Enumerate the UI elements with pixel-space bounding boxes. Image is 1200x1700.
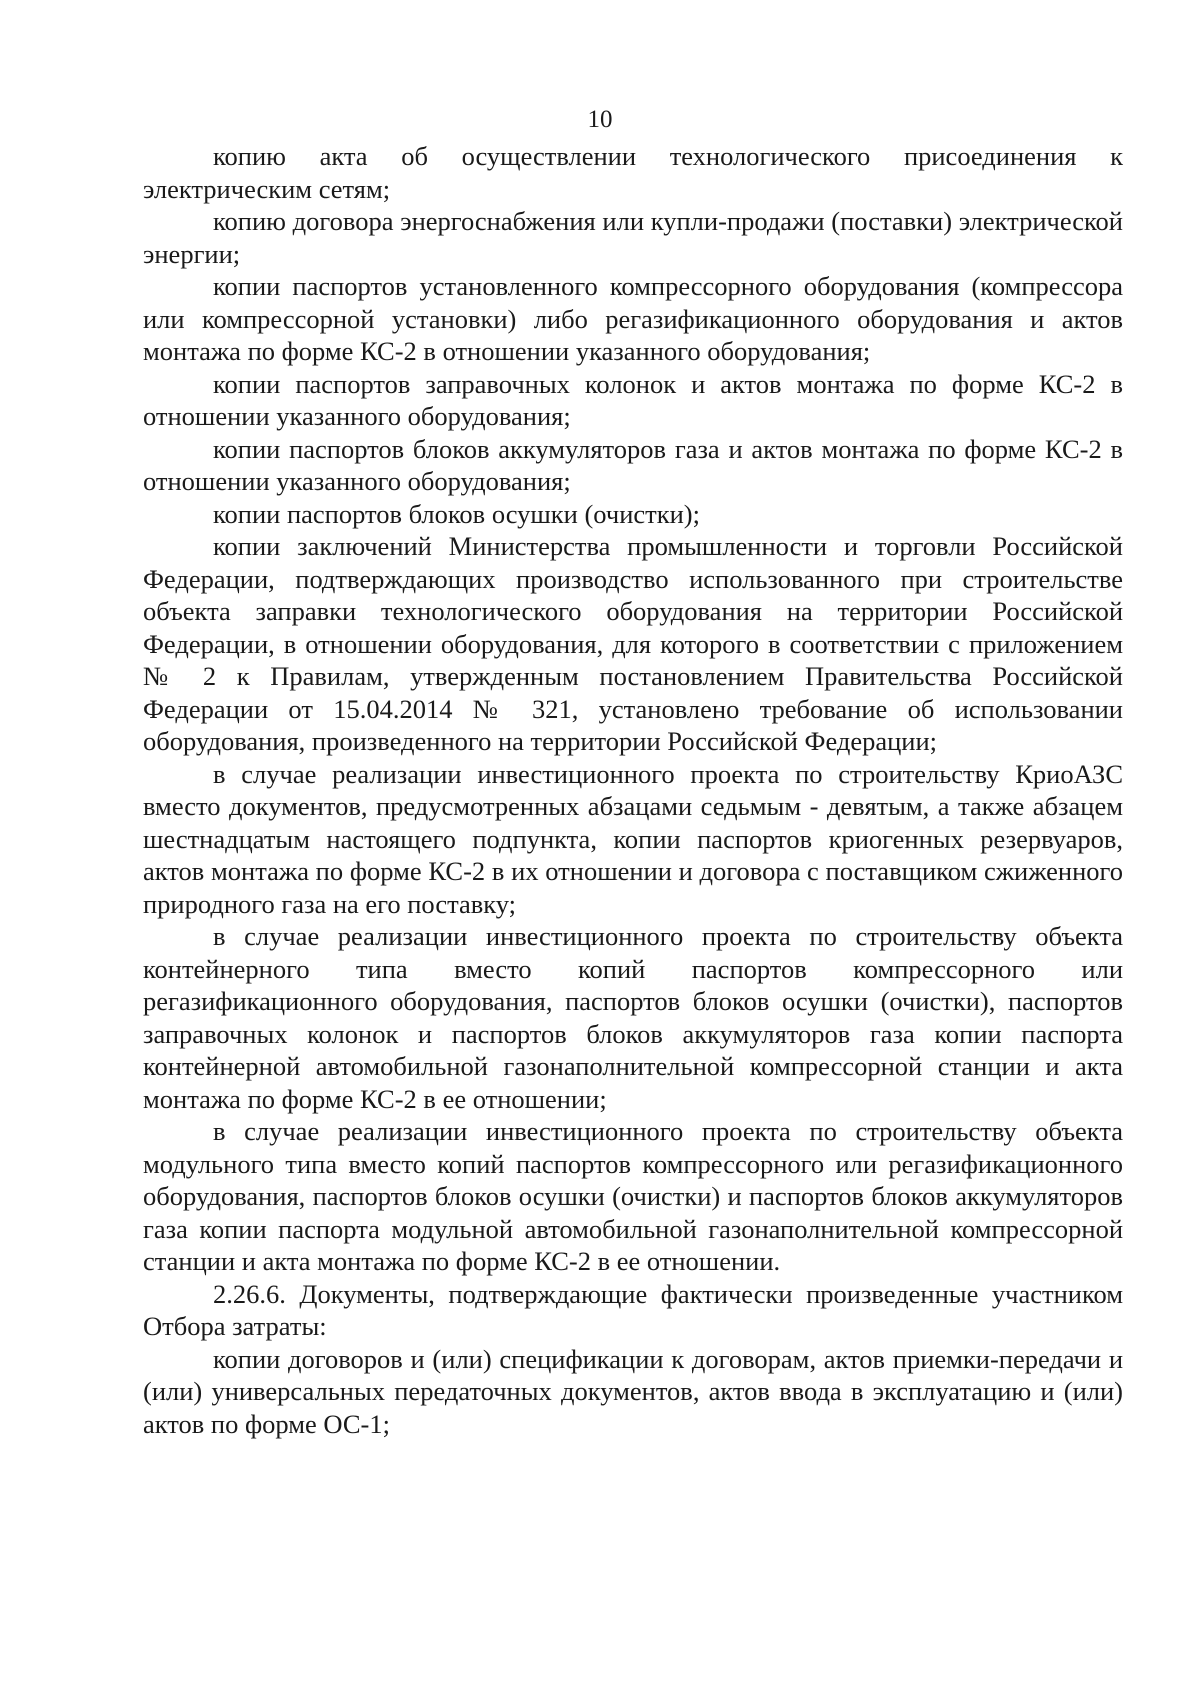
paragraph: копии паспортов заправочных колонок и актов монтажа по форме КС-2 в отношении указанного оборудования;: [143, 368, 1123, 431]
section-heading-paragraph: 2.26.6. Документы, подтверждающие фактически произведенные участником Отбора затраты:: [143, 1278, 1123, 1341]
paragraph: копию договора энергоснабжения или купли-продажи (поставки) электрической энергии;: [143, 206, 1123, 269]
paragraph: копии договоров и (или) спецификации к договорам, актов приемки-передачи и (или) универсальных передаточных документов, актов ввода в эксплуатацию и (или) актов по форме ОС-1;: [143, 1343, 1123, 1439]
paragraph: копию акта об осуществлении технологического присоединения к электрическим сетям;: [143, 141, 1123, 204]
paragraph: копии заключений Министерства промышленности и торговли Российской Федерации, подтверждающих производство использованного при строительстве объекта заправки технологического оборудования на территории Российской Федерации, в отношении оборудования, для которого в соответствии с приложением № 2 к Правилам, утвержденным постановлением Правительства Российской Федерации от 15.04.2014 № 321, установлено требование об использовании оборудования, произведенного на территории Российской Федерации;: [143, 531, 1123, 756]
paragraph: копии паспортов блоков осушки (очистки);: [213, 498, 700, 529]
paragraph: копии паспортов блоков аккумуляторов газа и актов монтажа по форме КС-2 в отношении указанного оборудования;: [143, 433, 1123, 496]
paragraph: в случае реализации инвестиционного проекта по строительству объекта модульного типа вместо копий паспортов компрессорного или регазификационного оборудования, паспортов блоков осушки (очистки) и паспортов блоков аккумуляторов газа копии паспорта модульной автомобильной газонаполнительной компрессорной станции и акта монтажа по форме КС-2 в ее отношении.: [143, 1116, 1123, 1276]
paragraph: в случае реализации инвестиционного проекта по строительству объекта контейнерного типа вместо копий паспортов компрессорного или регазификационного оборудования, паспортов блоков осушки (очистки), паспортов заправочных колонок и паспортов блоков аккумуляторов газа копии паспорта контейнерной автомобильной газонаполнительной компрессорной станции и акта монтажа по форме КС-2 в ее отношении;: [143, 921, 1123, 1114]
page-number: 10: [587, 106, 613, 133]
paragraph: копии паспортов установленного компрессорного оборудования (компрессора или компрессорной установки) либо регазификационного оборудования и актов монтажа по форме КС-2 в отношении указанного оборудования;: [143, 271, 1123, 366]
paragraph: в случае реализации инвестиционного проекта по строительству КриоАЗС вместо документов, предусмотренных абзацами седьмым - девятым, а также абзацем шестнадцатым настоящего подпункта, копии паспортов криогенных резервуаров, актов монтажа по форме КС-2 в их отношении и договора с поставщиком сжиженного природного газа на его поставку;: [143, 758, 1123, 919]
document-body: [143, 140, 1123, 1440]
